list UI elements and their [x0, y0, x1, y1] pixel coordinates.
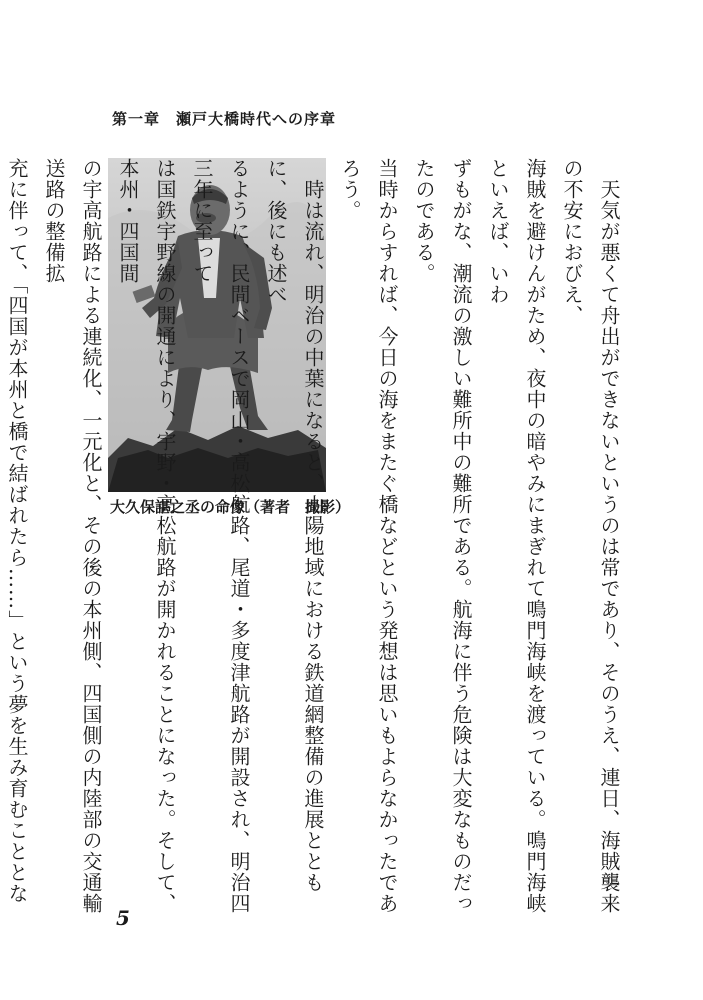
- text-line: は国鉄宇野線の開通により、宇野・高松航路が開かれることになった。そして、本州・四国間: [116, 158, 177, 914]
- body-text: [5, 158, 627, 918]
- text-line: 天気が悪くて舟出ができないというのは常であり、そのうえ、連日、海賊襲来の不安におびえ、: [560, 158, 621, 914]
- text-line: 当時からすれば、今日の海をまたぐ橋などという発想は思いもよらなかったであろう。: [338, 158, 399, 914]
- text-line: 時は流れ、明治の中葉になると、山陽地域における鉄道網整備の進展とともに、後にも述べ: [264, 158, 325, 893]
- text-line: 海賊を避けんがため、夜中の暗やみにまぎれて鳴門海峡を渡っている。鳴門海峡といえば、いわ: [486, 158, 547, 914]
- page-number: 5: [116, 906, 130, 930]
- text-line: るように、民間ベースで岡山・高松航路、尾道・多度津航路が開設され、明治四三年に至って: [190, 158, 251, 914]
- text-line: の宇高航路による連続化、一元化と、その後の本州側、四国側の内陸部の交通輸送路の整備拡: [42, 158, 103, 914]
- paragraph-2: [0, 158, 331, 918]
- paragraph-1: [331, 158, 627, 918]
- text-line: ずもがな、潮流の激しい難所中の難所である。航海に伴う危険は大変なものだったのである。: [412, 158, 473, 914]
- running-head: 第一章 瀬戸大橋時代への序章: [112, 110, 337, 128]
- text-line: 充に伴って、「四国が本州と橋で結ばれたら……」という夢を生み育むこととな: [5, 158, 29, 904]
- photo-caption: 大久保諶之丞の命像（著者 撮影）: [110, 498, 351, 516]
